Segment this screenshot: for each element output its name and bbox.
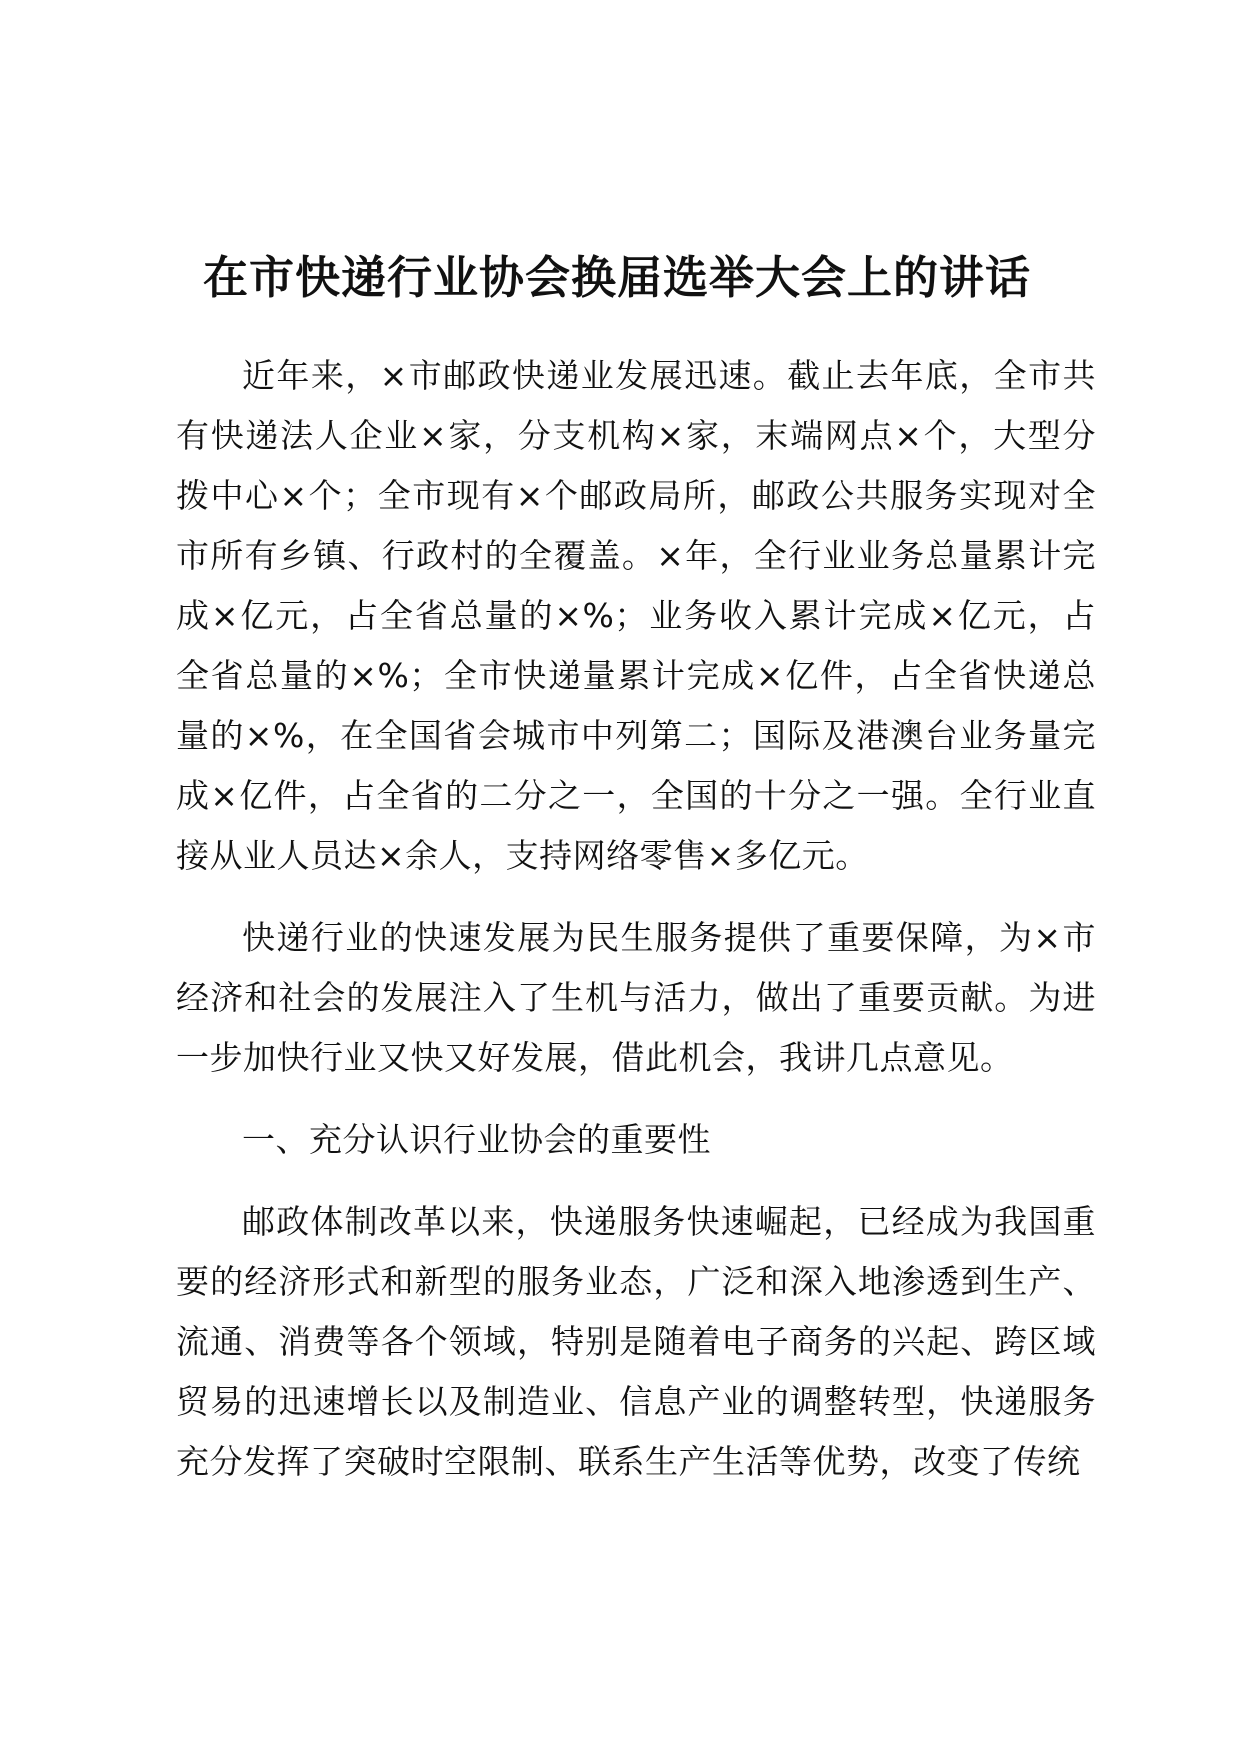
document-body: [176, 346, 1096, 1514]
section-heading: 一、充分认识行业协会的重要性: [242, 1120, 711, 1159]
paragraph-overview: 近年来，×市邮政快递业发展迅速。截止去年底，全市共有快递法人企业×家，分支机构×家，末端网点×个，大型分拨中心×个；全市现有×个邮政局所，邮政公共服务实现对全市所有乡镇、行政村的全覆盖。×年，全行业业务总量累计完成×亿元，占全省总量的×%；业务收入累计完成×亿元，占全省总量的×%；全市快递量累计完成×亿件，占全省快递总量的×%，在全国省会城市中列第二；国际及港澳台业务量完成×亿件，占全省的二分之一，全国的十分之一强。全行业直接从业人员达×余人，支持网络零售×多亿元。: [176, 356, 1096, 875]
document-title: 在市快递行业协会换届选举大会上的讲话: [202, 251, 1031, 304]
paragraph-section-one: 邮政体制改革以来，快递服务快速崛起，已经成为我国重要的经济形式和新型的服务业态，广泛和深入地渗透到生产、流通、消费等各个领域，特别是随着电子商务的兴起、跨区域贸易的迅速增长以及制造业、信息产业的调整转型，快递服务充分发挥了突破时空限制、联系生产生活等优势，改变了传统: [176, 1202, 1096, 1481]
paragraph-contribution: 快递行业的快速发展为民生服务提供了重要保障，为×市经济和社会的发展注入了生机与活力，做出了重要贡献。为进一步加快行业又快又好发展，借此机会，我讲几点意见。: [176, 918, 1096, 1077]
